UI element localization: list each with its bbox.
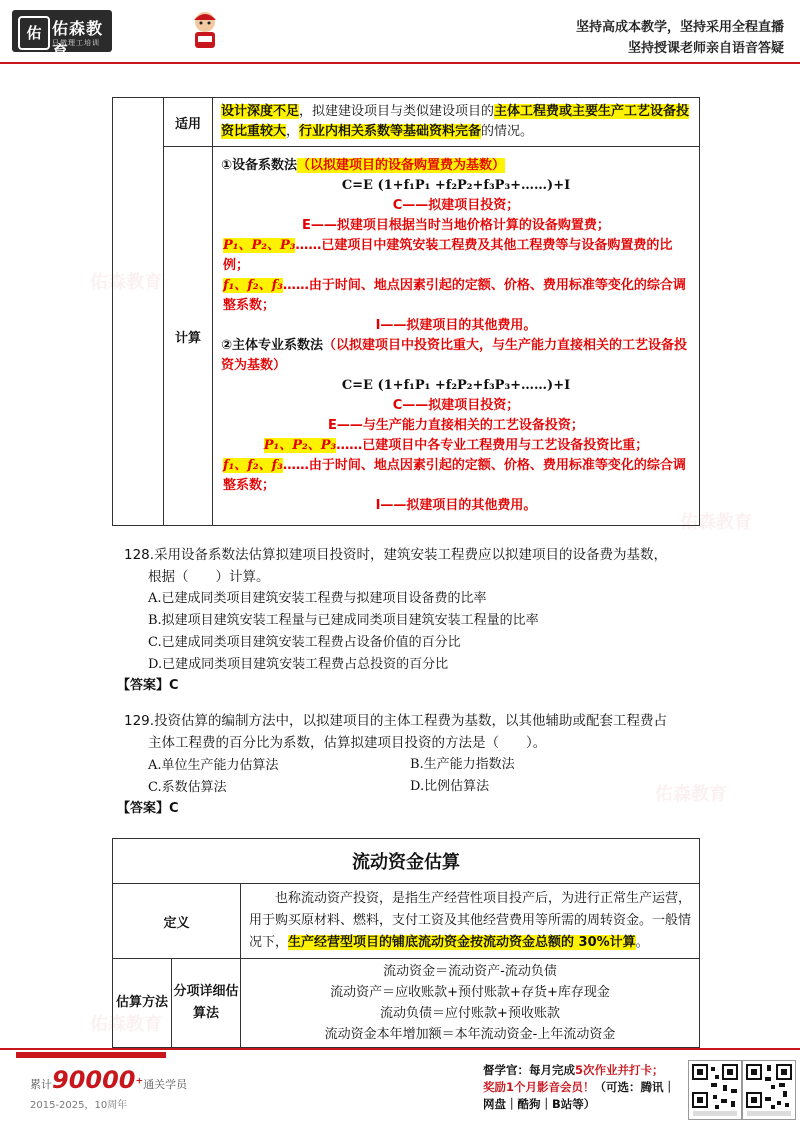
f-definition: ……由于时间、地点因素引起的定额、价格、费用标准等变化的综合调整系数；	[223, 278, 686, 313]
itemized-method-label: 分项详细估算法	[172, 959, 241, 1048]
investment-estimation-table	[112, 97, 700, 526]
p-definition: ……已建项目中各专业工程费用与工艺设备投资比重；	[336, 438, 649, 453]
text-segment: 的情况。	[481, 124, 534, 139]
calc-content	[213, 147, 700, 526]
question-129	[124, 710, 668, 798]
p-definition: ……已建项目中建筑安装工程费及其他工程费等与设备购置费的比例；	[223, 238, 673, 273]
p-symbols: P₁、P₂、P₃	[223, 238, 296, 253]
method2-title: ②主体专业系数法	[221, 338, 324, 353]
method2-def-f	[221, 456, 691, 496]
definition-label: 定义	[113, 884, 241, 959]
text-segment: 行业内相关系数等基础资料完备	[299, 124, 482, 139]
watermark: 佑森教育	[90, 1014, 162, 1035]
option-c: C.系数估算法	[148, 780, 227, 795]
method1-title: ①设备系数法	[221, 158, 298, 173]
promo-text-red: 5次作业并打卡；	[575, 1063, 664, 1077]
text-segment: 主体工程费或主要生产工艺设备投资比重较大	[221, 104, 690, 139]
method2-def-c: C——拟建项目投资；	[392, 398, 520, 413]
formula-line: 流动资金本年增加额＝本年流动资金-上年流动资金	[324, 1027, 616, 1042]
promo-text	[483, 1062, 681, 1113]
count-value: 90000	[52, 1066, 136, 1094]
table-side-cell	[113, 98, 164, 526]
row-label-applicable: 适用	[164, 98, 213, 147]
answer-128: 【答案】C	[117, 678, 179, 693]
watermark: 佑森教育	[655, 784, 727, 805]
formula-line: 流动资产＝应收账款+预付账款+存货+库存现金	[330, 985, 610, 1000]
method2-def-i: I——拟建项目的其他费用。	[375, 498, 537, 513]
f-symbols: f₁、f₂、f₃	[223, 278, 283, 293]
method1-def-e: E——拟建项目根据当时当地价格计算的设备购置费；	[302, 218, 610, 233]
mascot-icon	[185, 8, 225, 52]
promo-label: 督学官：	[483, 1063, 529, 1077]
question-stem-line: 主体工程费的百分比为系数，估算拟建项目投资的方法是（ ）。	[148, 735, 547, 751]
definition-text: 也称流动资产投资，是指生产经营性项目投产后，为进行正常生产运营，用于购买原材料、燃料，支付工资及其他经营费用等所需的周转资金。一般情况下，	[249, 891, 692, 950]
promo-text-part: （可选：腾讯｜	[594, 1080, 676, 1094]
count-plus: +	[135, 1075, 144, 1087]
method1-def-f	[221, 276, 691, 316]
brand-logo	[12, 10, 112, 61]
brand-name: 佑森教育	[52, 19, 104, 61]
question-stem-line: 采用设备系数法估算拟建项目投资时，建筑安装工程费应以拟建项目的设备费为基数，	[154, 547, 668, 563]
method2-def-p	[221, 436, 691, 456]
row-label-calc: 计算	[164, 147, 213, 526]
option-d: D.比例估算法	[410, 779, 490, 794]
definition-highlight: 生产经营型项目的铺底流动资金按流动资金总额的 30%计算	[288, 935, 636, 950]
anniversary-years: 2015-2025，10周年	[30, 1100, 128, 1111]
method2-def-e: E——与生产能力直接相关的工艺设备投资；	[328, 418, 584, 433]
f-definition: ……由于时间、地点因素引起的定额、价格、费用标准等变化的综合调整系数；	[223, 458, 686, 493]
working-capital-title: 流动资金估算	[113, 839, 700, 884]
count-suffix: 通关学员	[143, 1078, 188, 1091]
logo-mark-icon: 佑	[18, 16, 50, 50]
method1-def-i: I——拟建项目的其他费用。	[375, 318, 537, 333]
brand-sub: 只做理工培训	[52, 39, 100, 47]
working-capital-table	[112, 838, 700, 1048]
method1-def-c: C——拟建项目投资；	[392, 198, 520, 213]
text-segment: ，	[286, 124, 300, 139]
option-b: B.生产能力指数法	[410, 757, 515, 772]
question-stem-line: 根据（ ）计算。	[148, 569, 270, 585]
question-number: 129.	[124, 713, 155, 729]
f-symbols: f₁、f₂、f₃	[223, 458, 283, 473]
slogan-line-1: 坚持高成本教学，坚持采用全程直播	[575, 20, 784, 35]
option-row	[148, 754, 667, 776]
question-128	[124, 544, 668, 676]
method1-title-row	[221, 156, 691, 176]
method2-formula: C=E (1+f₁P₁ +f₂P₂+f₃P₃+……)+I	[341, 378, 571, 393]
option-a: A.已建成同类项目建筑安装工程费与拟建项目设备费的比率	[148, 591, 487, 606]
option-b: B.拟建项目建筑安装工程量与已建成同类项目建筑安装工程量的比率	[148, 613, 539, 628]
footer-accent-bar	[16, 1052, 166, 1058]
applicable-content	[213, 98, 700, 147]
method2-title-row	[221, 336, 691, 376]
option-d: D.已建成同类项目建筑安装工程费占总投资的百分比	[148, 657, 449, 672]
promo-text-part: 网盘｜酷狗｜B站等）	[483, 1097, 596, 1111]
formula-list	[241, 959, 700, 1048]
question-stem-line: 投资估算的编制方法中，以拟建项目的主体工程费为基数，以其他辅助或配套工程费占	[154, 713, 668, 729]
definition-end: 。	[635, 935, 649, 950]
definition-content	[241, 884, 700, 959]
watermark: 佑森教育	[90, 272, 162, 293]
method1-formula: C=E (1+f₁P₁ +f₂P₂+f₃P₃+……)+I	[341, 178, 571, 193]
question-stem	[124, 710, 668, 732]
question-number: 128.	[124, 547, 155, 563]
text-segment: ，拟建建设项目与类似建设项目的	[299, 104, 495, 119]
watermark: 佑森教育	[680, 512, 752, 533]
method1-note: （以拟建项目的设备购置费为基数）	[297, 158, 506, 173]
formula-line: 流动负债＝应付账款+预收账款	[380, 1006, 560, 1021]
qr-code-icon[interactable]	[742, 1060, 796, 1120]
student-count	[30, 1066, 187, 1094]
method2-note: （以拟建项目中投资比重大，与生产能力直接相关的工艺设备投资为基数）	[221, 338, 688, 373]
text-segment: 设计深度不足	[221, 104, 300, 119]
slogan-line-2: 坚持授课老师亲自语音答疑	[627, 41, 784, 56]
method1-def-p	[221, 236, 691, 276]
option-c: C.已建成同类项目建筑安装工程费占设备价值的百分比	[148, 635, 461, 650]
promo-text-part: 每月完成	[529, 1063, 575, 1077]
promo-text-red: 奖励1个月影音会员！	[483, 1080, 595, 1094]
header-divider	[0, 62, 800, 64]
question-stem	[124, 544, 668, 566]
qr-code-icon[interactable]	[688, 1060, 742, 1120]
answer-129: 【答案】C	[117, 801, 179, 816]
option-a: A.单位生产能力估算法	[148, 758, 279, 773]
estimation-method-label: 估算方法	[113, 959, 172, 1048]
option-row	[148, 776, 667, 798]
footer-divider	[0, 1048, 800, 1050]
formula-line: 流动资金＝流动资产-流动负债	[383, 964, 557, 979]
count-prefix: 累计	[30, 1078, 52, 1091]
p-symbols: P₁、P₂、P₃	[263, 438, 337, 453]
